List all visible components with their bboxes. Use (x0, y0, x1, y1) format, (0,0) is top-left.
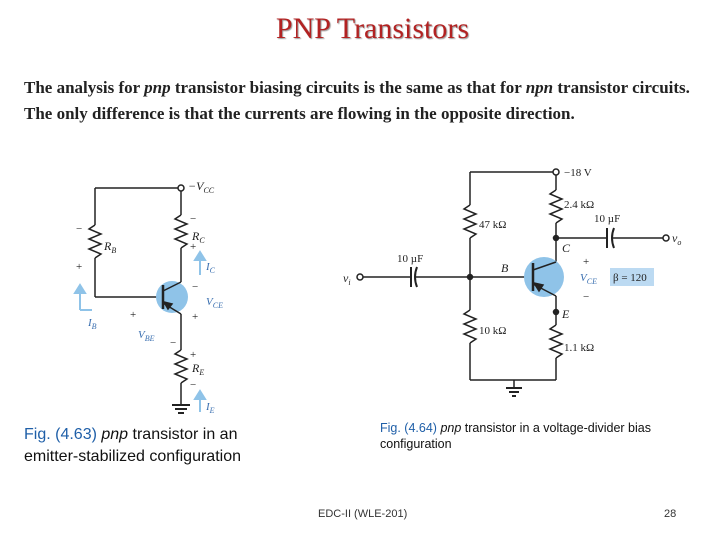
fig1-caption-pnp: pnp (101, 426, 129, 443)
paragraph-npn: npn (525, 78, 554, 97)
fig2-vi-terminal (357, 274, 363, 280)
fig1-ie-arrowhead (195, 391, 205, 399)
fig2-labels (343, 167, 681, 354)
paragraph-part: transistor biasing circuits is the same as that for (170, 78, 526, 97)
fig1-vbe-label: $V_{BE}$ (138, 329, 155, 343)
fig1-rc-resistor (175, 215, 187, 248)
fig2-r1-resistor (464, 205, 476, 238)
fig2-e-label: E (562, 307, 570, 321)
fig2-r1-label: 47 kΩ (479, 219, 507, 231)
fig1-rb-label: $R_B$ (104, 239, 117, 255)
fig2-rc-label: 2.4 kΩ (564, 199, 595, 211)
fig2-vce-plus: + (583, 256, 590, 268)
fig1-caption-number: Fig. (4.63) (24, 426, 97, 443)
fig2-cin-label: 10 µF (397, 253, 424, 265)
paragraph-pnp: pnp (144, 78, 171, 97)
fig1-ie-label: $I_E$ (206, 401, 215, 415)
fig1-rb-resistor (89, 225, 101, 258)
fig2-transistor-highlight (524, 257, 564, 297)
fig2-caption (380, 420, 715, 452)
fig1-vbe-minus: − (170, 337, 177, 349)
page-number: 28 (664, 508, 677, 520)
fig2-re-label: 1.1 kΩ (564, 342, 595, 354)
fig2-node-base (468, 275, 473, 280)
fig2-caption-number: Fig. (4.64) (380, 421, 437, 435)
fig1-vbe-plus: + (130, 309, 137, 321)
slide-footer: EDC-II (WLE-201) (318, 508, 408, 520)
paragraph-part: The analysis for (24, 78, 145, 97)
paragraph-part: transistor circuits. The only difference is that the currents are flowing in the opposite direction. (24, 78, 690, 123)
fig1-re-label: $R_E$ (192, 361, 205, 377)
fig2-vce-label: $V_{CE}$ (580, 272, 597, 286)
fig1-vce-label: $V_{CE}$ (206, 296, 223, 310)
fig1-ic-label: $I_C$ (206, 261, 216, 275)
fig1-rc-label: $R_C$ (192, 229, 205, 245)
fig1-ib-label: $I_B$ (88, 317, 97, 331)
fig1-rc-minus: − (190, 213, 197, 225)
fig1-vcc-terminal (178, 185, 184, 191)
fig2-vi-label: $v_i$ (343, 271, 351, 287)
fig2-rc-resistor (550, 190, 562, 223)
fig1-rb-minus: − (76, 223, 83, 235)
fig2-caption-pnp: pnp (440, 421, 462, 435)
fig2-vce-minus: − (583, 291, 590, 303)
fig2-r2-resistor (464, 310, 476, 343)
fig1-circuit (89, 185, 190, 413)
fig1-caption (24, 424, 284, 468)
fig1-ib-arrowhead (75, 285, 85, 293)
fig1-vce-minus: − (192, 281, 199, 293)
fig1-caption-text: transistor in an emitter-stabilized configuration (24, 426, 241, 465)
fig1-re-plus: + (190, 349, 197, 361)
fig2-r2-label: 10 kΩ (479, 325, 507, 337)
fig2-vo-terminal (663, 235, 669, 241)
fig1-re-minus: − (190, 379, 197, 391)
fig2-caption-text: transistor in a voltage-divider bias configuration (380, 421, 651, 451)
fig1-ic-arrowhead (195, 252, 205, 260)
fig2-cout-label: 10 µF (594, 213, 621, 225)
fig1-re-resistor (175, 350, 187, 383)
slide-title: PNP Transistors (275, 12, 470, 45)
fig1-vce-plus: + (192, 311, 199, 323)
fig2-supply-label: −18 V (564, 167, 592, 179)
fig2-beta-label: β = 120 (613, 272, 647, 284)
fig2-supply-terminal (553, 169, 559, 175)
fig1-rb-plus: + (76, 261, 83, 273)
fig2-node-emitter (554, 310, 559, 315)
fig2-b-label: B (501, 261, 509, 275)
fig2-re-resistor (550, 325, 562, 358)
fig1-vcc-label: $-V_{CC}$ (188, 179, 215, 195)
fig2-vo-label: $v_o$ (672, 231, 682, 247)
fig2-c-label: C (562, 241, 571, 255)
fig1-rc-plus: + (190, 241, 197, 253)
